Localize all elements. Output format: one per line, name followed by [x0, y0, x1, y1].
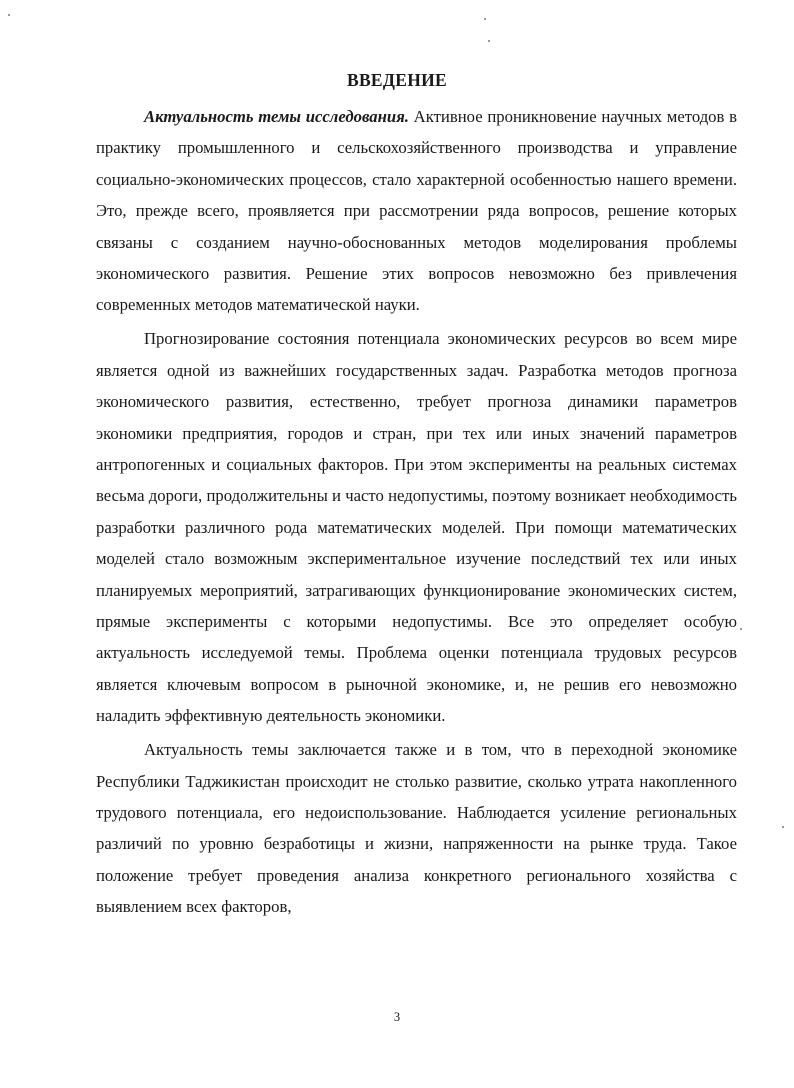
- paragraph-text: Актуальность темы заключается также и в том, что в переходной экономике Республики Таджикистан происходит не столько развитие, сколько утрата накопленного трудового потенциала, его недоиспользование. Наблюдается усиление региональных различий по уровню безработицы и жизни, напряженности на рынке труда. Такое положение требует проведения анализа конкретного регионального хозяйства с выявлением всех факторов,: [96, 740, 737, 917]
- paragraph-text: Активное проникновение научных методов в практику промышленного и сельскохозяйственного производства и управление социально-экономических процессов, стало характерной особенностью нашего времени. Это, прежде всего, проявляется при рассмотрении ряда вопросов, решение которых связаны с созданием научно-обоснованных методов моделирования проблемы экономического развития. Решение этих вопросов невозможно без привлечения современных методов математической науки.: [96, 107, 737, 315]
- paragraph: [96, 734, 737, 922]
- scan-speck: [740, 628, 742, 630]
- scan-speck: [484, 18, 486, 20]
- scan-speck: [8, 14, 10, 16]
- document-body: [96, 101, 737, 923]
- paragraph: [96, 101, 737, 321]
- page-number: 3: [393, 1010, 401, 1024]
- paragraph-lead: Актуальность темы исследования.: [144, 107, 409, 126]
- page-title: ВВЕДЕНИЕ: [346, 70, 448, 90]
- scan-speck: [782, 826, 784, 828]
- paragraph: [96, 323, 737, 731]
- paragraph-text: Прогнозирование состояния потенциала экономических ресурсов во всем мире является одной из важнейших государственных задач. Разработка методов прогноза экономического развития, естественно, требует прогноза динамики параметров экономики предприятия, городов и стран, при тех или иных значений параметров антропогенных и социальных факторов. При этом эксперименты на реальных системах весьма дороги, продолжительны и часто недопустимы, поэтому возникает необходимость разработки различного рода математических моделей. При помощи математических моделей стало возможным экспериментальное изучение последствий тех или иных планируемых мероприятий, затрагивающих функционирование экономических систем, прямые эксперименты с которыми недопустимы. Все это определяет особую актуальность исследуемой темы. Проблема оценки потенциала трудовых ресурсов является ключевым вопросом в рыночной экономике, и, не решив его невозможно наладить эффективную деятельность экономики.: [96, 329, 737, 726]
- scan-speck: [488, 40, 490, 42]
